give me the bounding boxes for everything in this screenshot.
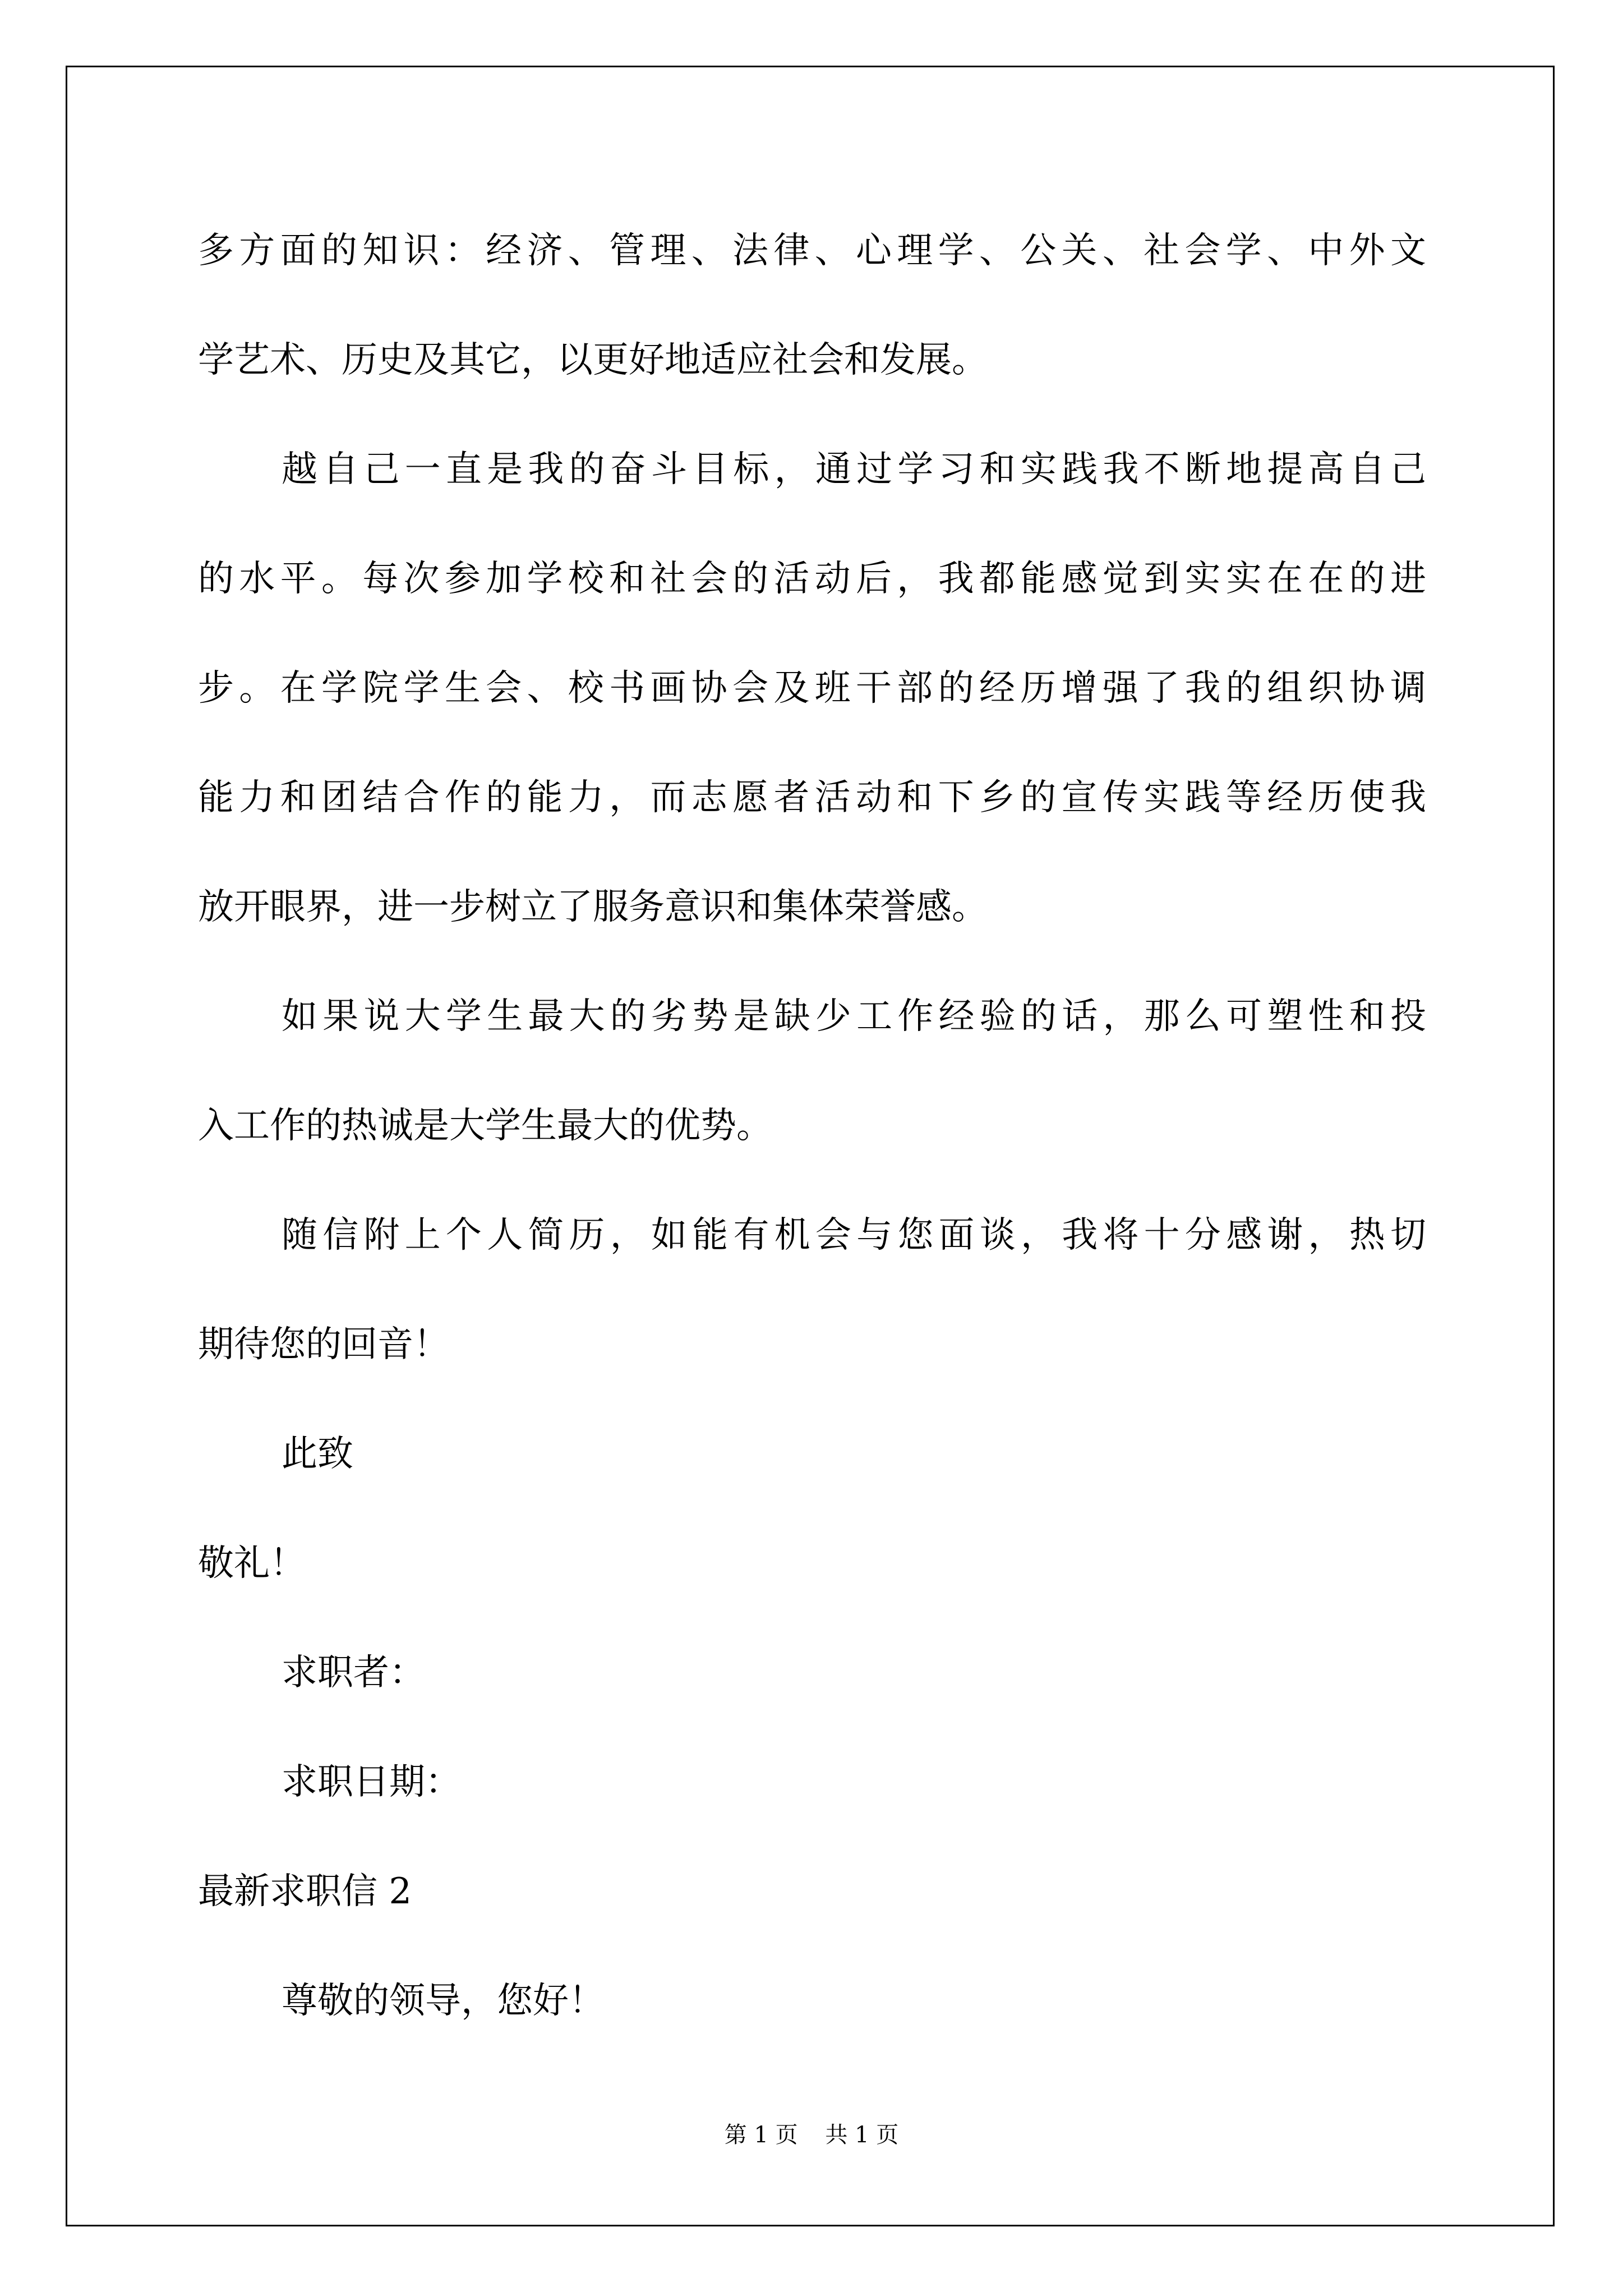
paragraph-line: 随信附上个人简历，如能有机会与您面谈，我将十分感谢，热切	[282, 1214, 1426, 1256]
paragraph-line: 入工作的热诚是大学生最大的优势。	[198, 1105, 772, 1147]
paragraph-line: 越自己一直是我的奋斗目标，通过学习和实践我不断地提高自己	[282, 449, 1426, 490]
page-footer	[0, 2124, 1623, 2146]
section-title: 最新求职信 2	[198, 1871, 412, 1912]
paragraph-line: 多方面的知识：经济、管理、法律、心理学、公关、社会学、中外文	[198, 230, 1426, 272]
closing-regards: 敬礼！	[198, 1543, 306, 1584]
page-number: 第 1 页	[724, 2122, 798, 2148]
applicant-label: 求职者：	[282, 1652, 425, 1694]
application-date-label: 求职日期：	[282, 1761, 461, 1803]
closing-salutation: 此致	[282, 1433, 353, 1475]
paragraph-line: 如果说大学生最大的劣势是缺少工作经验的话，那么可塑性和投	[282, 996, 1426, 1037]
paragraph-line: 期待您的回音！	[198, 1324, 449, 1365]
paragraph-line: 的水平。每次参加学校和社会的活动后，我都能感觉到实实在在的进	[198, 558, 1426, 600]
paragraph-line: 能力和团结合作的能力，而志愿者活动和下乡的宣传实践等经历使我	[198, 777, 1426, 818]
paragraph-line: 放开眼界，进一步树立了服务意识和集体荣誉感。	[198, 886, 988, 928]
paragraph-line: 步。在学院学生会、校书画协会及班干部的经历增强了我的组织协调	[198, 668, 1426, 709]
page-total: 共 1 页	[825, 2122, 899, 2148]
paragraph-line: 学艺术、历史及其它，以更好地适应社会和发展。	[198, 339, 988, 381]
letter-greeting: 尊敬的领导，您好！	[282, 1980, 605, 2022]
